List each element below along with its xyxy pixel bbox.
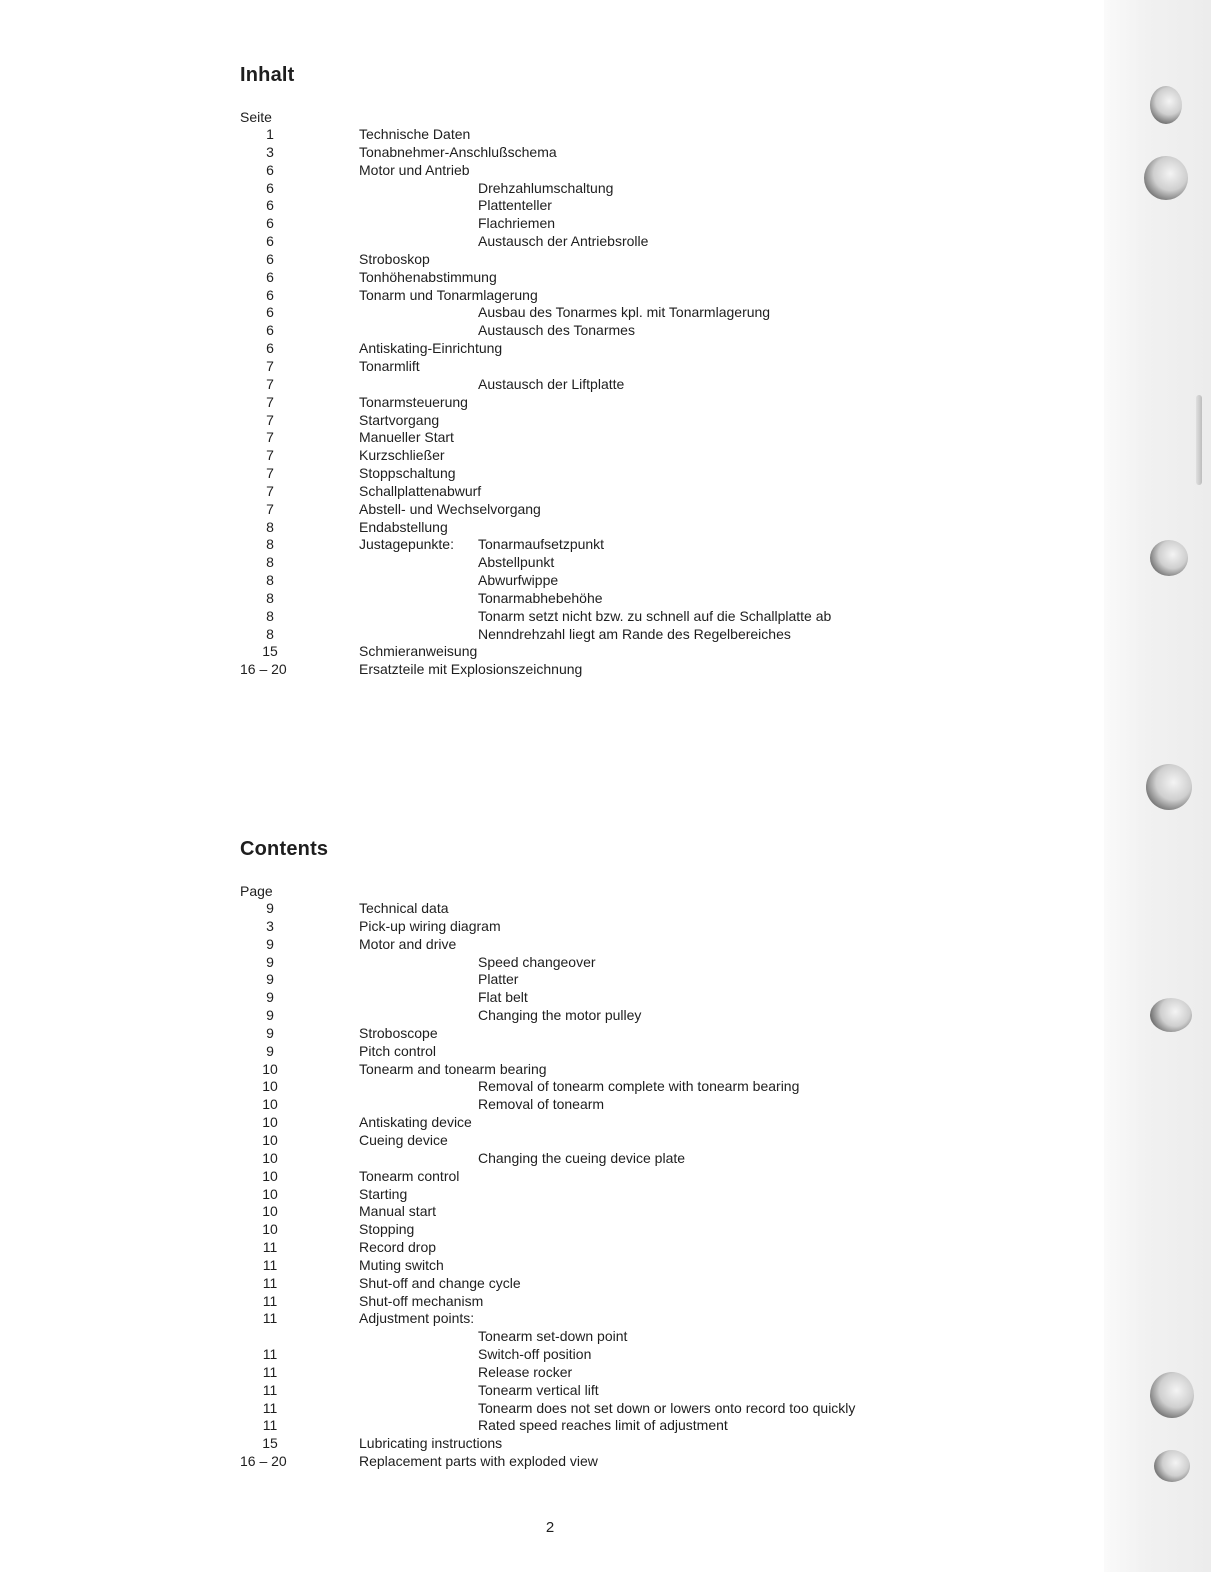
toc-subentry-label: Ausbau des Tonarmes kpl. mit Tonarmlagerung <box>478 304 771 321</box>
toc-row <box>240 1381 599 1400</box>
toc-subentry-label: Speed changeover <box>478 953 596 970</box>
toc-row <box>240 1131 448 1150</box>
toc-page-number: 7 <box>266 482 274 499</box>
toc-row <box>240 233 649 251</box>
toc-row <box>240 1256 444 1275</box>
toc-subentry-label: Flachriemen <box>478 215 556 232</box>
toc-row <box>240 322 635 340</box>
toc-page-number: 11 <box>262 1381 278 1398</box>
toc-row <box>240 1221 415 1239</box>
toc-page-number: 16 – 20 <box>240 1453 287 1470</box>
toc-subentry-label: Austausch des Tonarmes <box>478 322 635 339</box>
toc-subentry-label: Tonearm vertical lift <box>478 1381 599 1398</box>
toc-entry-label: Muting switch <box>359 1256 444 1273</box>
toc-row <box>240 429 454 447</box>
toc-page-number: 7 <box>266 429 274 446</box>
toc-page-number: 9 <box>266 989 274 1006</box>
toc-row <box>240 554 555 572</box>
toc-row <box>240 1078 800 1096</box>
seite-column-header: Seite <box>240 109 272 125</box>
toc-subentry-label: Plattenteller <box>478 197 552 214</box>
toc-row <box>240 143 557 162</box>
toc-entry-label: Technical data <box>359 900 449 916</box>
toc-entry-label: Stopping <box>359 1221 415 1238</box>
toc-entry-label: Starting <box>359 1185 408 1202</box>
toc-page-number: 7 <box>266 500 274 517</box>
toc-entry-label: Tonabnehmer-Anschlußschema <box>359 143 557 160</box>
toc-row <box>240 1185 408 1204</box>
toc-row <box>240 518 448 537</box>
toc-page-number: 10 <box>262 1203 278 1220</box>
toc-row <box>240 900 449 918</box>
toc-page-number: 10 <box>262 1131 278 1148</box>
toc-entry-label: Tonearm and tonearm bearing <box>359 1060 547 1077</box>
toc-row <box>240 971 519 989</box>
toc-entry-label: Shut-off and change cycle <box>359 1274 521 1291</box>
page-number: 2 <box>545 1519 555 1536</box>
binder-tab-shadow <box>1196 395 1202 485</box>
toc-page-number: 9 <box>266 971 274 988</box>
toc-entry-label: Ersatzteile mit Explosionszeichnung <box>359 661 583 678</box>
toc-page-number: 6 <box>266 304 274 321</box>
toc-entry-label: Kurzschließer <box>359 447 445 464</box>
toc-entry-label: Lubricating instructions <box>359 1435 503 1452</box>
toc-page-number: 3 <box>266 143 274 160</box>
toc-row <box>240 1060 547 1079</box>
toc-row <box>240 643 478 661</box>
page-column-header: Page <box>240 883 273 899</box>
toc-entry-label: Stroboscope <box>359 1024 438 1041</box>
toc-subentry-label: Removal of tonearm <box>478 1096 605 1113</box>
toc-entry-label: Shut-off mechanism <box>359 1292 484 1309</box>
punch-hole-1 <box>1150 86 1182 124</box>
toc-entry-label: Tonarmlift <box>359 357 420 374</box>
toc-row <box>240 1435 503 1453</box>
toc-row <box>240 536 605 554</box>
toc-page-number: 10 <box>262 1096 278 1113</box>
toc-entry-label: Tonearm control <box>359 1167 460 1184</box>
toc-row <box>240 1310 475 1328</box>
toc-entry-label: Schmieranweisung <box>359 643 478 660</box>
toc-row <box>240 179 614 198</box>
inhalt-section <box>240 62 832 679</box>
toc-row <box>240 607 832 626</box>
toc-row <box>240 465 456 483</box>
toc-page-number: 8 <box>266 536 274 553</box>
toc-row <box>240 1096 605 1114</box>
toc-page-number: 7 <box>266 393 274 410</box>
toc-page-number: 11 <box>262 1346 278 1363</box>
toc-entry-label: Record drop <box>359 1239 437 1256</box>
toc-entry-label: Stroboskop <box>359 250 430 267</box>
toc-page-number: 8 <box>266 518 274 535</box>
contents-section <box>240 836 856 1471</box>
toc-page-number: 7 <box>266 357 274 374</box>
toc-page-number: 8 <box>266 589 274 606</box>
toc-page-number: 15 <box>262 643 278 660</box>
toc-page-number: 6 <box>266 161 274 178</box>
toc-row <box>240 1346 592 1364</box>
toc-entry-label: Tonhöhenabstimmung <box>359 268 497 285</box>
toc-subentry-label: Tonarm setzt nicht bzw. zu schnell auf die Schallplatte ab <box>478 607 832 624</box>
toc-page-number: 6 <box>266 340 274 357</box>
toc-entry-label: Stoppschaltung <box>359 465 456 482</box>
toc-page-number: 6 <box>266 179 274 196</box>
toc-entry-label: Startvorgang <box>359 411 440 428</box>
toc-row <box>240 1453 598 1471</box>
toc-row <box>240 126 471 144</box>
toc-row <box>240 1328 628 1346</box>
toc-row <box>240 1363 573 1382</box>
toc-row <box>240 393 468 412</box>
toc-page-number: 6 <box>266 233 274 250</box>
toc-row <box>240 215 556 233</box>
toc-entry-label: Antiskating device <box>359 1114 472 1131</box>
toc-subentry-label: Platter <box>478 971 519 988</box>
toc-subentry-label: Tonearm does not set down or lowers onto record too quickly <box>478 1399 856 1416</box>
toc-subentry-label: Austausch der Antriebsrolle <box>478 233 649 250</box>
toc-entry-label: Abstell- und Wechselvorgang <box>359 500 541 517</box>
toc-row <box>240 1042 437 1061</box>
toc-entry-label: Manual start <box>359 1203 437 1220</box>
toc-page-number: 11 <box>262 1363 278 1380</box>
toc-page-number: 11 <box>262 1274 278 1291</box>
punch-hole-5 <box>1150 998 1192 1032</box>
toc-subentry-label: Drehzahlumschaltung <box>478 179 614 196</box>
toc-subentry-label: Changing the motor pulley <box>478 1007 642 1024</box>
toc-row <box>240 1399 856 1418</box>
toc-row <box>240 197 552 215</box>
toc-entry-label: Tonarm und Tonarmlagerung <box>359 286 538 303</box>
toc-row <box>240 1417 728 1435</box>
toc-page-number: 9 <box>266 1007 274 1024</box>
toc-page-number: 6 <box>266 215 274 232</box>
toc-row <box>240 989 528 1007</box>
toc-page-number: 11 <box>262 1256 278 1273</box>
toc-page-number: 8 <box>266 572 274 589</box>
toc-entry-label: Schallplattenabwurf <box>359 482 482 499</box>
toc-entry-label: Motor und Antrieb <box>359 161 470 178</box>
toc-page-number: 6 <box>266 250 274 267</box>
toc-row <box>240 482 482 501</box>
toc-page-number: 9 <box>266 1042 274 1059</box>
toc-row <box>240 500 541 519</box>
toc-entry-label: Adjustment points: <box>359 1310 475 1327</box>
toc-page-number: 9 <box>266 953 274 970</box>
toc-entry-label: Cueing device <box>359 1131 448 1148</box>
toc-row <box>240 661 583 679</box>
contents-toc <box>240 900 856 1471</box>
toc-page-number: 6 <box>266 197 274 214</box>
punch-hole-7 <box>1154 1450 1190 1482</box>
toc-entry-label: Manueller Start <box>359 429 454 446</box>
toc-row <box>240 572 559 590</box>
toc-row <box>240 161 470 180</box>
contents-title: Contents <box>240 838 329 860</box>
toc-page-number: 9 <box>266 900 274 916</box>
punch-hole-4 <box>1146 764 1192 810</box>
toc-row <box>240 250 430 269</box>
toc-row <box>240 447 445 465</box>
inhalt-title: Inhalt <box>240 64 295 86</box>
toc-page-number: 11 <box>262 1399 278 1416</box>
toc-row <box>240 1167 460 1186</box>
toc-page-number: 9 <box>266 1024 274 1041</box>
toc-subentry-label: Nenndrehzahl liegt am Rande des Regelbereiches <box>478 625 791 642</box>
toc-subentry-label: Abstellpunkt <box>478 554 555 571</box>
toc-page-number: 6 <box>266 268 274 285</box>
toc-page-number: 7 <box>266 411 274 428</box>
toc-subentry-label: Flat belt <box>478 989 528 1006</box>
toc-row <box>240 411 440 430</box>
toc-page-number: 7 <box>266 465 274 482</box>
toc-page-number: 15 <box>262 1435 278 1452</box>
toc-row <box>240 286 538 305</box>
toc-row <box>240 268 497 287</box>
toc-page-number: 9 <box>266 935 274 952</box>
toc-page-number: 11 <box>262 1292 278 1309</box>
toc-page-number: 11 <box>262 1310 278 1327</box>
toc-page-number: 16 – 20 <box>240 661 287 678</box>
toc-subentry-label: Tonarmaufsetzpunkt <box>478 536 605 553</box>
toc-entry-label: Tonarmsteuerung <box>359 393 468 410</box>
toc-page-number: 8 <box>266 607 274 624</box>
toc-page-number: 10 <box>262 1149 278 1166</box>
toc-entry-label: Endabstellung <box>359 518 448 535</box>
toc-page-number: 8 <box>266 625 274 642</box>
toc-row <box>240 304 771 322</box>
toc-page-number: 10 <box>262 1221 278 1238</box>
toc-subentry-label: Rated speed reaches limit of adjustment <box>478 1417 728 1434</box>
toc-row <box>240 589 603 608</box>
toc-page-number: 6 <box>266 286 274 303</box>
toc-entry-label: Motor and drive <box>359 935 457 952</box>
toc-page-number: 10 <box>262 1185 278 1202</box>
toc-row <box>240 340 503 358</box>
toc-row <box>240 917 501 936</box>
toc-row <box>240 953 596 972</box>
toc-entry-label: Pick-up wiring diagram <box>359 917 501 934</box>
toc-subentry-label: Austausch der Liftplatte <box>478 375 625 392</box>
toc-row <box>240 1007 642 1025</box>
toc-row <box>240 357 420 376</box>
toc-row <box>240 1114 472 1132</box>
toc-page-number: 3 <box>266 917 274 934</box>
punch-hole-6 <box>1150 1372 1194 1418</box>
toc-row <box>240 625 791 644</box>
toc-page-number: 10 <box>262 1167 278 1184</box>
toc-page-number: 7 <box>266 375 274 392</box>
toc-entry-label: Pitch control <box>359 1042 437 1059</box>
toc-group-prefix: Justagepunkte: <box>359 536 454 553</box>
toc-subentry-label: Switch-off position <box>478 1346 592 1363</box>
toc-page-number: 6 <box>266 322 274 339</box>
toc-entry-label: Antiskating-Einrichtung <box>359 340 503 357</box>
punch-hole-2 <box>1144 156 1188 200</box>
toc-page-number: 10 <box>262 1078 278 1095</box>
toc-page-number: 11 <box>262 1239 278 1256</box>
toc-page-number: 10 <box>262 1060 278 1077</box>
toc-subentry-label: Removal of tonearm complete with tonearm bearing <box>478 1078 800 1095</box>
toc-page-number: 7 <box>266 447 274 464</box>
toc-row <box>240 1292 484 1311</box>
toc-row <box>240 1274 521 1293</box>
toc-row <box>240 375 625 394</box>
toc-page-number: 11 <box>262 1417 278 1434</box>
toc-row <box>240 1203 437 1221</box>
toc-subentry-label: Tonearm set-down point <box>478 1328 628 1345</box>
toc-row <box>240 1024 438 1043</box>
toc-page-number: 1 <box>266 126 274 142</box>
toc-row <box>240 1239 437 1257</box>
toc-subentry-label: Release rocker <box>478 1363 573 1380</box>
toc-row <box>240 1149 686 1168</box>
toc-subentry-label: Tonarmabhebehöhe <box>478 589 603 606</box>
toc-entry-label: Technische Daten <box>359 126 471 142</box>
toc-page-number: 10 <box>262 1114 278 1131</box>
toc-subentry-label: Abwurfwippe <box>478 572 559 589</box>
toc-row <box>240 935 457 954</box>
inhalt-toc <box>240 126 832 679</box>
punch-hole-3 <box>1150 540 1188 576</box>
toc-entry-label: Replacement parts with exploded view <box>359 1453 598 1470</box>
toc-subentry-label: Changing the cueing device plate <box>478 1149 686 1166</box>
toc-page-number: 8 <box>266 554 274 571</box>
